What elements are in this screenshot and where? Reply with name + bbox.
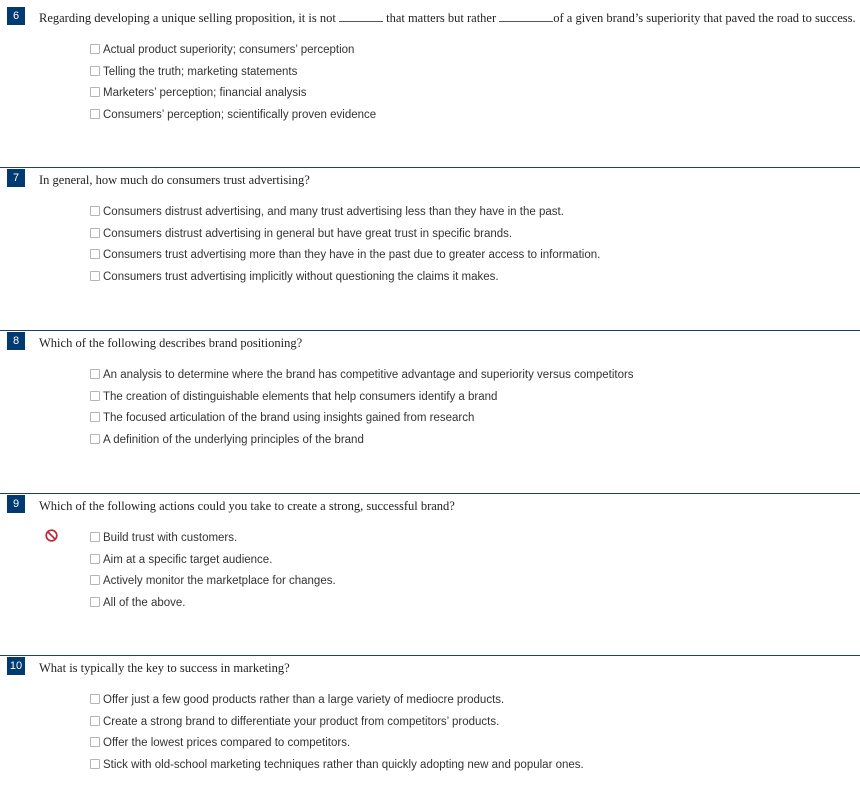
question-text-part: Regarding developing a unique selling proposition, it is not [39, 11, 336, 25]
question-text-part: that matters but rather [386, 11, 497, 25]
option-label: Offer just a few good products rather than a large variety of mediocre products. [103, 694, 505, 706]
checkbox[interactable] [90, 434, 100, 444]
option-label: Build trust with customers. [103, 532, 238, 544]
question-text: What is typically the key to success in marketing? [39, 661, 290, 675]
checkbox[interactable] [90, 554, 100, 564]
question-divider [0, 493, 860, 494]
option-label: Actively monitor the marketplace for changes. [103, 575, 336, 587]
option-label: The focused articulation of the brand using insights gained from research [103, 412, 475, 424]
option-label: Consumers trust advertising implicitly without questioning the claims it makes. [103, 270, 499, 283]
checkbox[interactable] [90, 249, 100, 259]
question-number: 7 [7, 169, 25, 187]
checkbox[interactable] [90, 44, 100, 54]
checkbox[interactable] [90, 694, 100, 704]
option-label: Consumers’ perception; scientifically proven evidence [103, 108, 377, 121]
option-label: Consumers distrust advertising in general but have great trust in specific brands. [103, 227, 513, 240]
checkbox[interactable] [90, 597, 100, 607]
option-label: Aim at a specific target audience. [103, 553, 273, 566]
option-label: Marketers’ perception; financial analysis [103, 87, 307, 99]
checkbox[interactable] [90, 66, 100, 76]
checkbox[interactable] [90, 412, 100, 422]
checkbox[interactable] [90, 575, 100, 585]
checkbox[interactable] [90, 532, 100, 542]
question-number: 9 [7, 495, 25, 513]
answer-blank [339, 11, 383, 22]
question-text [39, 11, 856, 26]
option-label: All of the above. [103, 596, 186, 609]
checkbox[interactable] [90, 369, 100, 379]
option-label: An analysis to determine where the brand has competitive advantage and superiority versus competitors [103, 369, 634, 381]
option-label: Consumers distrust advertising, and many trust advertising less than they have in the past. [103, 206, 564, 218]
answer-blank [499, 11, 553, 22]
checkbox[interactable] [90, 759, 100, 769]
option-label: Actual product superiority; consumers’ perception [103, 44, 355, 56]
option-label: Telling the truth; marketing statements [103, 65, 298, 78]
checkbox[interactable] [90, 716, 100, 726]
question-divider [0, 330, 860, 331]
question-text: Which of the following describes brand positioning? [39, 336, 303, 350]
question-number: 8 [7, 332, 25, 350]
checkbox[interactable] [90, 737, 100, 747]
question-number: 6 [7, 7, 25, 25]
option-label: A definition of the underlying principles of the brand [103, 433, 364, 446]
option-label: Stick with old-school marketing techniques rather than quickly adopting new and popular ones. [103, 758, 584, 771]
option-label: Consumers trust advertising more than they have in the past due to greater access to information. [103, 249, 601, 261]
checkbox[interactable] [90, 271, 100, 281]
option-label: Offer the lowest prices compared to competitors. [103, 737, 351, 749]
blocked-icon [45, 529, 58, 542]
checkbox[interactable] [90, 391, 100, 401]
question-divider [0, 655, 860, 656]
question-number: 10 [7, 657, 25, 675]
option-label: The creation of distinguishable elements that help consumers identify a brand [103, 390, 498, 403]
checkbox[interactable] [90, 109, 100, 119]
question-text: Which of the following actions could you take to create a strong, successful brand? [39, 499, 455, 513]
checkbox[interactable] [90, 87, 100, 97]
checkbox[interactable] [90, 228, 100, 238]
question-text: In general, how much do consumers trust advertising? [39, 173, 310, 187]
question-text-part: of a given brand’s superiority that paved the road to success. [553, 11, 856, 25]
question-divider [0, 167, 860, 168]
option-label: Create a strong brand to differentiate your product from competitors’ products. [103, 715, 500, 728]
checkbox[interactable] [90, 206, 100, 216]
